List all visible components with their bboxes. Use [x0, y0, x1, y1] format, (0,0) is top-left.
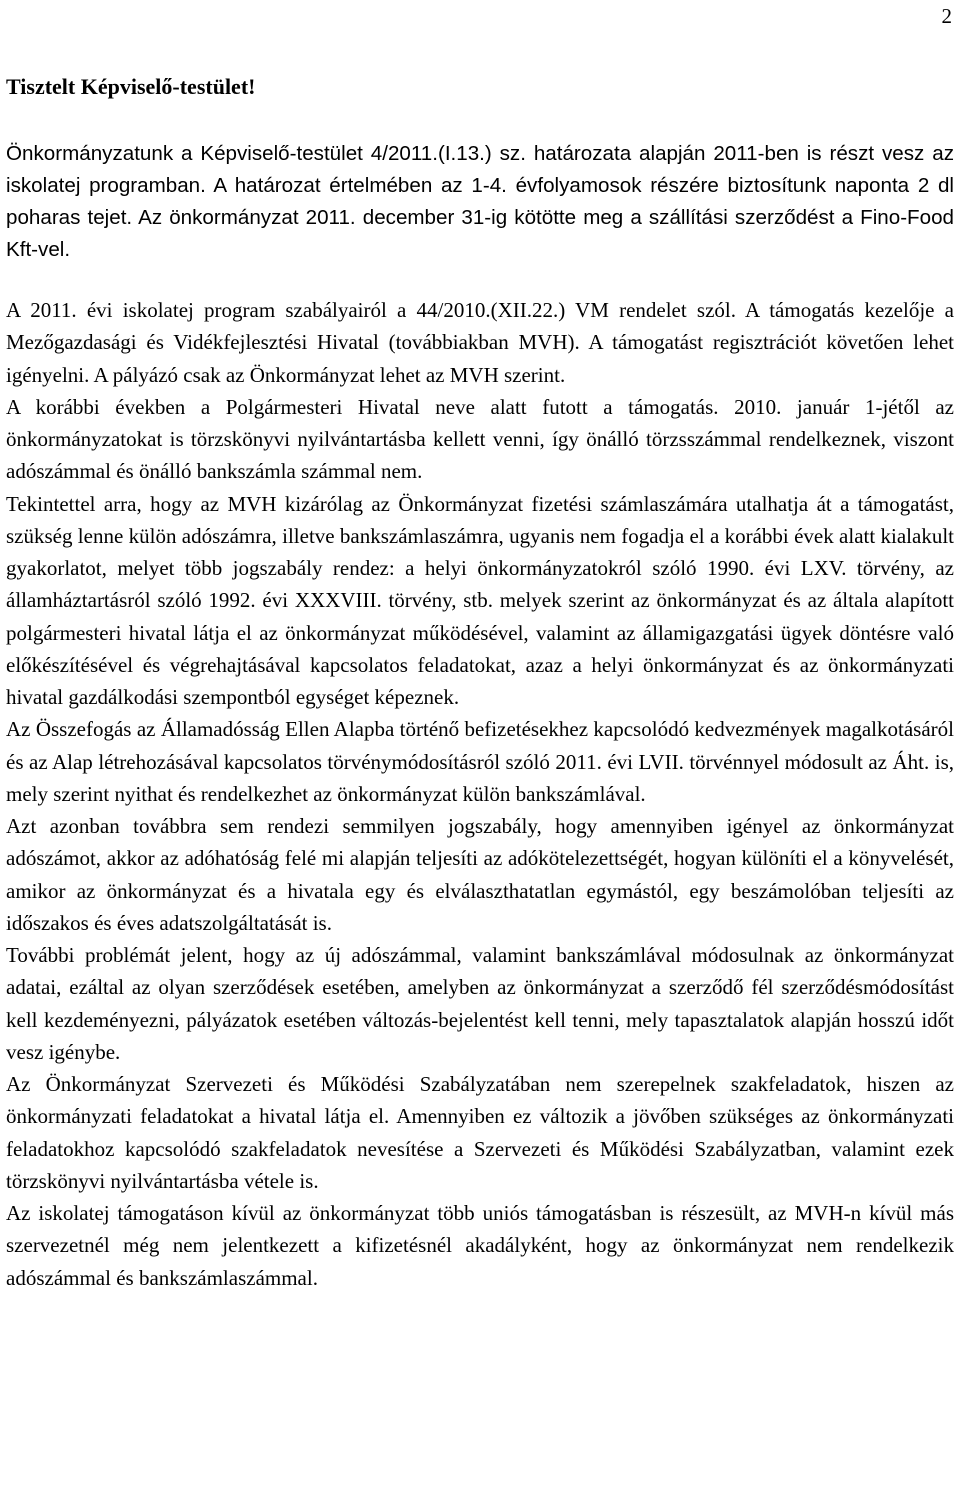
paragraph-organizational-rules: Az Önkormányzat Szervezeti és Működési Szabályzatában nem szerepelnek szakfeladatok, hiszen az önkormányzati feladatokat a hivatal látja el. Amennyiben ez változik a jövőben szükséges az önkormányzati feladatokhoz kapcsolódó szakfeladatok nevesítése a Szervezeti és Működési Szabályzatban, valamint ezek törzskönyvi nyilvántartásba vétele is. [6, 1072, 954, 1193]
paragraph-contract-changes: További problémát jelent, hogy az új adószámmal, valamint bankszámlával módosulnak az önkormányzat adatai, ezáltal az olyan szerződések esetében, amelyben az önkormányzat a szerződő fél szerződésmódosítást kell kezdeményezni, pályázatok esetében változás-bejelentést kell tenni, mely tapasztalatok alapján hosszú időt vesz igénybe. [6, 943, 954, 1064]
paragraph-mvh-account: Tekintettel arra, hogy az MVH kizárólag az Önkormányzat fizetési számlaszámára utalhatja át a támogatást, szükség lenne külön adószámra, illetve bankszámlaszámra, ugyanis nem fogadja el a korábbi évek alatt kialakult gyakorlatot, melyet több jogszabály rendez: a helyi önkormányzatokról szóló 1990. évi LXV. törvény, az államháztartásról szóló 1992. évi XXXVIII. törvény, stb. melyek szerint az önkormányzat és az általa alapított polgármesteri hivatal látja el az önkormányzat működésével, valamint az államigazgatási ügyek döntésre való előkészítésével és végrehajtásával kapcsolatos feladatokat, azaz a helyi önkormányzat és az önkormányzati hivatal gazdálkodási szempontból egységet képeznek. [6, 491, 954, 709]
page-heading: Tisztelt Képviselő-testület! [6, 74, 256, 99]
paragraph-tax-obligation: Azt azonban továbbra sem rendezi semmilyen jogszabály, hogy amennyiben igényel az önkormányzat adószámot, akkor az adóhatóság felé mi alapján teljesíti az adókötelezettségét, hogyan különíti el a könyvelését, amikor az önkormányzat és a hivatala egy és elválaszthatatlan egymástól, egy beszámolóban teljesíti az időszakos és éves adatszolgáltatását is. [6, 814, 954, 935]
paragraph-eu-support: Az iskolatej támogatáson kívül az önkormányzat több uniós támogatásban is részesült, az MVH-n kívül más szervezetnél még nem jelentkezett a kifizetésnél akadályként, hogy az önkormányzat nem rendelkezik adószámmal és bankszámlaszámmal. [6, 1201, 954, 1290]
paragraph-program-rules: A 2011. évi iskolatej program szabályairól a 44/2010.(XII.22.) VM rendelet szól. A támogatás kezelője a Mezőgazdasági és Vidékfejlesztési Hivatal (továbbiakban MVH). A támogatást regisztrációt követően lehet igényelni. A pályázó csak az Önkormányzat lehet az MVH szerint. [6, 298, 954, 387]
intro-paragraph: Önkormányzatunk a Képviselő-testület 4/2011.(I.13.) sz. határozata alapján 2011-ben is részt vesz az iskolatej programban. A határozat értelmében az 1-4. évfolyamosok részére biztosítunk naponta 2 dl poharas tejet. Az önkormányzat 2011. december 31-ig kötötte meg a szállítási szerződést a Fino-Food Kft-vel. [6, 142, 954, 261]
document-body [6, 294, 954, 1294]
paragraph-debt-fund-law: Az Összefogás az Államadósság Ellen Alapba történő befizetésekhez kapcsolódó kedvezmények magalkotásáról és az Alap létrehozásával kapcsolatos törvénymódosításról szóló 2011. évi LVII. törvénnyel módosult az Áht. is, mely szerint nyithat és rendelkezhet az önkormányzat külön bankszámlával. [6, 717, 954, 806]
page-number: 2 [941, 4, 952, 28]
paragraph-previous-years: A korábbi években a Polgármesteri Hivatal neve alatt futott a támogatás. 2010. január 1-jétől az önkormányzatokat is törzskönyvi nyilvántartásba kellett venni, így önálló törzsszámmal rendelkeznek, viszont adószámmal és önálló bankszámla számmal nem. [6, 394, 954, 484]
